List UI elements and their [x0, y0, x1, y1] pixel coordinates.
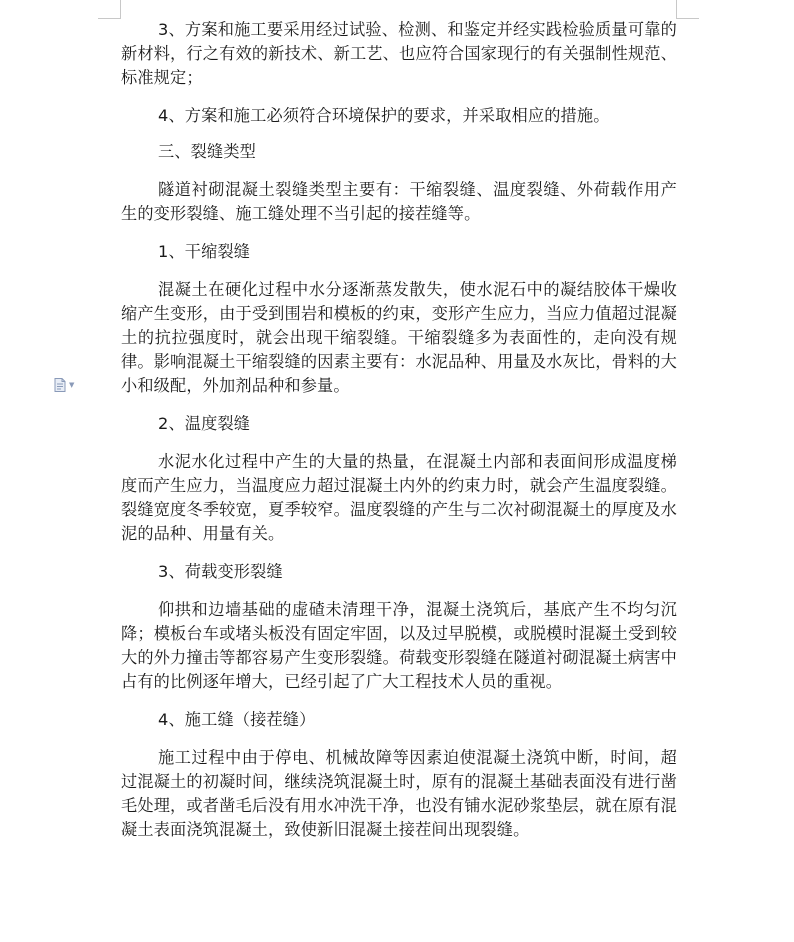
- subsection-heading: 3、荷载变形裂缝: [158, 562, 283, 581]
- paragraph: 仰拱和边墙基础的虚碴未清理干净，混凝土浇筑后，基底产生不均匀沉降；模板台车或堵头板没有固定牢固，以及过早脱模，或脱模时混凝土受到较大的外力撞击等都容易产生变形裂缝。荷载变形裂缝在隧道衬砌混凝土病害中占有的比例逐年增大，已经引起了广大工程技术人员的重视。: [121, 600, 677, 691]
- page-corner-top-left: [98, 0, 121, 19]
- paragraph: 3、方案和施工要采用经过试验、检测、和鉴定并经实践检验质量可靠的新材料，行之有效的新技术、新工艺、也应符合国家现行的有关强制性规范、标准规定；: [121, 20, 677, 87]
- subsection-heading: 1、干缩裂缝: [158, 242, 251, 261]
- paragraph: 混凝土在硬化过程中水分逐渐蒸发散失，使水泥石中的凝结胶体干燥收缩产生变形，由于受到围岩和模板的约束，变形产生应力，当应力值超过混凝土的抗拉强度时，就会出现干缩裂缝。干缩裂缝多为表面性的，走向没有规律。影响混凝土干缩裂缝的因素主要有：水泥品种、用量及水灰比，骨料的大小和级配，外加剂品种和参量。: [121, 280, 677, 395]
- chevron-down-icon: ▼: [69, 380, 75, 389]
- subsection-heading: 4、施工缝（接茬缝）: [158, 710, 316, 729]
- paragraph-options-button[interactable]: [54, 378, 74, 392]
- page-corner-top-right: [676, 0, 699, 19]
- paragraph: 水泥水化过程中产生的大量的热量，在混凝土内部和表面间形成温度梯度而产生应力，当温度应力超过混凝土内外的约束力时，就会产生温度裂缝。裂缝宽度冬季较宽，夏季较窄。温度裂缝的产生与二次衬砌混凝土的厚度及水泥的品种、用量有关。: [121, 452, 677, 543]
- subsection-heading: 2、温度裂缝: [158, 414, 251, 433]
- paragraph: 4、方案和施工必须符合环境保护的要求，并采取相应的措施。: [158, 106, 610, 125]
- paragraph: 施工过程中由于停电、机械故障等因素迫使混凝土浇筑中断，时间，超过混凝土的初凝时间，继续浇筑混凝土时，原有的混凝土基础表面没有进行凿毛处理，或者凿毛后没有用水冲洗干净，也没有铺水泥砂浆垫层，就在原有混凝土表面浇筑混凝土，致使新旧混凝土接茬间出现裂缝。: [121, 748, 677, 839]
- document-icon: [54, 378, 66, 392]
- paragraph: 隧道衬砌混凝土裂缝类型主要有：干缩裂缝、温度裂缝、外荷载作用产生的变形裂缝、施工缝处理不当引起的接茬缝等。: [121, 180, 677, 223]
- document-body: [121, 18, 677, 856]
- section-heading: 三、裂缝类型: [158, 142, 257, 161]
